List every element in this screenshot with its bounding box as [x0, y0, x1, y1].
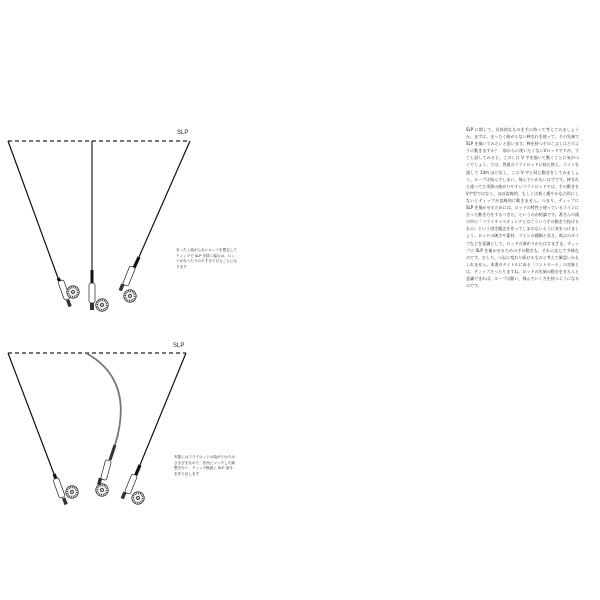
- rod-right-bottom: [121, 353, 186, 504]
- slp-label-bottom: SLP: [173, 343, 185, 349]
- rod-middle-bottom: [86, 353, 121, 496]
- rod-left-top: [8, 141, 79, 307]
- caption-top: まったく曲がらないロッドを想定してティップで SLP を描く場合は、ロッドがなつたりのたすを下げることになります: [176, 248, 238, 269]
- rod-middle-top: [89, 141, 108, 311]
- rod-right-top: [119, 141, 190, 302]
- caption-bottom: 実際にはフライロッドの曲がりかたはさまざまなので、状況にマッチした調整を行い、ティップ軌跡に SLP 部分を作り出します: [174, 455, 235, 476]
- body-text: SLP に関して、具体的なものを手に持って考えてみましょうか。まずは、まったく曲がらない棒きれを使って、その先端で SLP を描いてみたいと思います。棒を持つ手のこぶしはどのように動きますか？ 前からに使いたくないVロッドですが、すこし試してみると、このしは V 字を描いて動くことに気がつくでしょう。では、普通のフライロッドに持ち替え、ラインを通して 10m ほど出し、この V 字と同じ動きをしてみましょう。ループは結んでしまい、飛んでいかないはずです。棒きれと違ってた実際の曲がりやすいフライロッドでは、手の動きをV字型ではなく、ほぼ直線的、もしくは低く緩やかな凸形にしないとティップが直線的に動きません。つまり、ティップに SLP を描かせるためには、ロッドの特性と使っているラインに合った動き方をするべきだ、というのが結論です。著さんの頭の中に「フライキャスティングとはこういう手の動きで投げるもの」という固定観念を作ってしまわないように気をつけましょう。ロッドの硬さや素材、ラインの種類と長さ、飛ぶのタイプなどを意識として、ロッドの曲がりかたはさまざま。ティップに SLP を描かせるための手の動きも、それに応じて多様なのです。むしろ、つねに変わり続けるものと考えて確認いかもしれません。本書のタイトルにある「コントロール」の対象とは、ティップだったりますね。ロッドの先端の動きをきちんと意識できれば、ループは動い、飛んでいく力を持つようになるのです。: [466, 127, 579, 289]
- top-figure: [8, 141, 190, 311]
- bottom-figure: [8, 353, 186, 505]
- rod-left-bottom: [8, 353, 78, 505]
- slp-label-top: SLP: [177, 130, 189, 136]
